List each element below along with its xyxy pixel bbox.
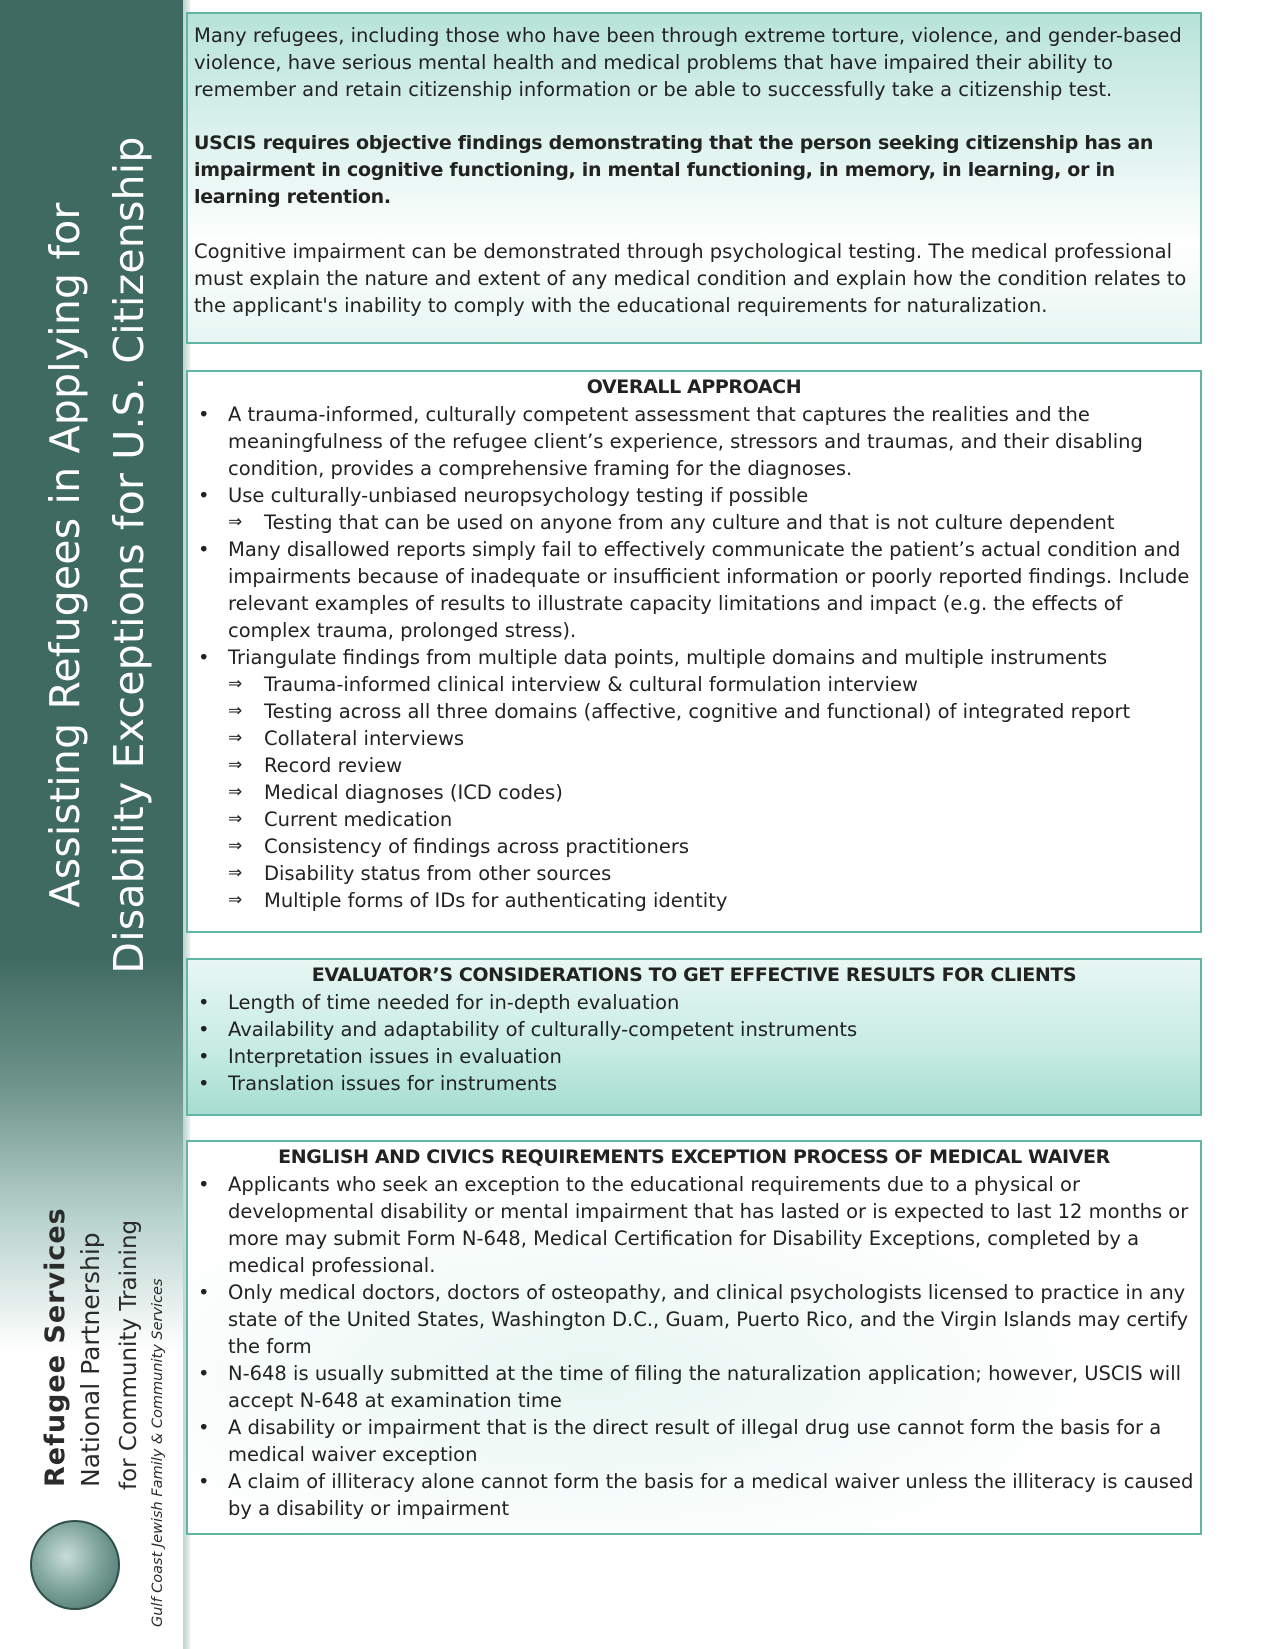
list-item <box>194 1279 1194 1360</box>
arrow-icon: ⇒ <box>228 674 243 694</box>
sub-list-item-text: Testing across all three domains (affective, cognitive and functional) of integrated report <box>264 700 1131 723</box>
intro-paragraph-2: USCIS requires objective findings demonstrating that the person seeking citizenship has an impairment in cognitive functioning, in mental functioning, in memory, in learning, or in learning retention. <box>194 132 1154 208</box>
list-item-text: Applicants who seek an exception to the educational requirements due to a physical or developmental disability or mental impairment that has lasted or is expected to last 12 months or more may submit Form N-648, Medical Certification for Disability Exceptions, completed by a medical professional. <box>228 1173 1189 1277</box>
list-item-text: A trauma-informed, culturally competent assessment that captures the realities and the meaningfulness of the refugee client’s experience, stressors and traumas, and their disabling condition, provides a comprehensive framing for the diagnoses. <box>228 403 1143 480</box>
arrow-icon: ⇒ <box>228 890 243 910</box>
arrow-icon: ⇒ <box>228 728 243 748</box>
waiver-list <box>194 1171 1194 1522</box>
approach-sublist <box>194 671 1194 914</box>
waiver-box <box>186 1140 1202 1535</box>
list-item-text: A claim of illiteracy alone cannot form the basis for a medical waiver unless the illiteracy is caused by a disability or impairment <box>228 1470 1194 1520</box>
emblem-icon <box>30 1520 120 1610</box>
sub-list-item <box>194 509 1194 536</box>
approach-sublist <box>194 509 1194 536</box>
evaluator-list <box>194 989 1194 1097</box>
arrow-icon: ⇒ <box>228 755 243 775</box>
list-item <box>194 536 1194 644</box>
list-item-text: Availability and adaptability of culturally-competent instruments <box>228 1018 858 1041</box>
sub-list-item-text: Record review <box>264 754 403 777</box>
list-item <box>194 1360 1194 1414</box>
intro-paragraph-1: Many refugees, including those who have been through extreme torture, violence, and gender-based violence, have serious mental health and medical problems that have impaired their ability to remember and retain citizenship information or be able to successfully take a citizenship test. <box>194 24 1182 101</box>
list-item-text: Only medical doctors, doctors of osteopathy, and clinical psychologists licensed to practice in any state of the United States, Washington D.C., Guam, Puerto Rico, and the Virgin Islands may certify the form <box>228 1281 1189 1358</box>
list-item-text: Many disallowed reports simply fail to effectively communicate the patient’s actual condition and impairments because of inadequate or insufficient information or poorly reported findings. Include relevant examples of results to illustrate capacity limitations and impact (e.g. the effects of complex trauma, prolonged stress). <box>228 538 1190 642</box>
sub-list-item-text: Trauma-informed clinical interview & cultural formulation interview <box>264 673 918 696</box>
sub-list-item-text: Current medication <box>264 808 453 831</box>
approach-list <box>194 401 1194 509</box>
list-item <box>194 1043 1194 1070</box>
sub-list-item-text: Consistency of findings across practitioners <box>264 835 689 858</box>
intro-paragraph-3: Cognitive impairment can be demonstrated through psychological testing. The medical professional must explain the nature and extent of any medical condition and explain how the condition relates to the applicant's inability to comply with the educational requirements for naturalization. <box>194 240 1187 317</box>
sub-list-item <box>194 806 1194 833</box>
logo-org-name: Refugee Services <box>40 1207 71 1487</box>
banner-title <box>33 40 161 1070</box>
list-item-text: Interpretation issues in evaluation <box>228 1045 562 1068</box>
sub-list-item <box>194 725 1194 752</box>
banner-title-line1: Assisting Refugees in Applying for <box>41 202 89 908</box>
list-item-text: Use culturally-unbiased neuropsychology testing if possible <box>228 484 809 507</box>
list-item <box>194 1414 1194 1468</box>
list-item <box>194 644 1194 671</box>
arrow-icon: ⇒ <box>228 512 243 532</box>
list-item-text: Triangulate findings from multiple data points, multiple domains and multiple instruments <box>228 646 1108 669</box>
logo-training: for Community Training <box>116 1219 142 1490</box>
sub-list-item <box>194 698 1194 725</box>
list-item <box>194 1070 1194 1097</box>
list-item-text: A disability or impairment that is the direct result of illegal drug use cannot form the basis for a medical waiver exception <box>228 1416 1162 1466</box>
sub-list-item <box>194 887 1194 914</box>
arrow-icon: ⇒ <box>228 863 243 883</box>
sub-list-item-text: Collateral interviews <box>264 727 465 750</box>
sub-list-item-text: Testing that can be used on anyone from any culture and that is not culture dependent <box>264 511 1115 534</box>
intro-box <box>186 12 1202 344</box>
approach-title: OVERALL APPROACH <box>586 376 802 398</box>
sub-list-item <box>194 833 1194 860</box>
organization-logo <box>8 1207 178 1635</box>
logo-sponsor: Gulf Coast Jewish Family & Community Services <box>150 1278 166 1627</box>
list-item-text: N-648 is usually submitted at the time of filing the naturalization application; however, USCIS will accept N-648 at examination time <box>228 1362 1182 1412</box>
list-item <box>194 401 1194 482</box>
list-item <box>194 1468 1194 1522</box>
approach-box <box>186 370 1202 933</box>
list-item-text: Length of time needed for in-depth evaluation <box>228 991 680 1014</box>
list-item <box>194 989 1194 1016</box>
arrow-icon: ⇒ <box>228 836 243 856</box>
evaluator-title: EVALUATOR’S CONSIDERATIONS TO GET EFFECTIVE RESULTS FOR CLIENTS <box>311 964 1077 986</box>
list-item <box>194 1171 1194 1279</box>
banner-title-line2: Disability Exceptions for U.S. Citizenship <box>105 136 153 974</box>
arrow-icon: ⇒ <box>228 809 243 829</box>
waiver-title: ENGLISH AND CIVICS REQUIREMENTS EXCEPTION PROCESS OF MEDICAL WAIVER <box>278 1146 1110 1168</box>
evaluator-box <box>186 958 1202 1116</box>
list-item <box>194 482 1194 509</box>
list-item-text: Translation issues for instruments <box>228 1072 558 1095</box>
sub-list-item <box>194 752 1194 779</box>
logo-partnership: National Partnership <box>76 1232 105 1487</box>
sub-list-item-text: Disability status from other sources <box>264 862 612 885</box>
arrow-icon: ⇒ <box>228 701 243 721</box>
approach-list <box>194 536 1194 671</box>
sub-list-item <box>194 671 1194 698</box>
sub-list-item <box>194 779 1194 806</box>
list-item <box>194 1016 1194 1043</box>
sub-list-item <box>194 860 1194 887</box>
sub-list-item-text: Multiple forms of IDs for authenticating identity <box>264 889 728 912</box>
sub-list-item-text: Medical diagnoses (ICD codes) <box>264 781 563 804</box>
arrow-icon: ⇒ <box>228 782 243 802</box>
sidebar-banner <box>0 0 186 1649</box>
